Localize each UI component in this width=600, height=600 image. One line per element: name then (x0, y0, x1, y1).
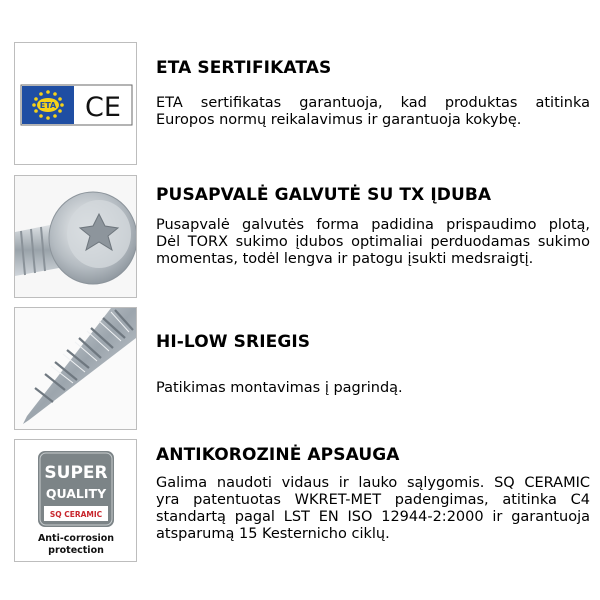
feature-description (156, 475, 590, 543)
feature-title: ETA SERTIFIKATAS (156, 58, 332, 78)
badge-line2: QUALITY (45, 486, 107, 501)
ce-label: CE (85, 92, 121, 123)
description-line: Galima naudoti vidaus ir lauko sąlygomis. SQ CERAMIC (156, 475, 590, 491)
feature-image-frame (14, 439, 137, 562)
description-line: Patikimas montavimas į pagrindą. (156, 380, 403, 396)
feature-image-frame (14, 175, 137, 298)
description-line: standartą pagal LST EN ISO 12944-2:2000 ir garantuoja (156, 509, 590, 525)
description-line: atsparumą 15 Kesternicho ciklų. (156, 526, 390, 542)
feature-hi-low-thread (14, 307, 590, 432)
eta-label: ETA (39, 101, 57, 110)
pan-head-torx-screw-icon (15, 176, 136, 297)
feature-anticorrosion (14, 439, 590, 564)
description-line: momentas, todėl lengva ir patogu įsukti medsraigtį. (156, 251, 534, 267)
description-line: ETA sertifikatas garantuoja, kad produktas atitinka (156, 95, 590, 111)
feature-image-frame (14, 42, 137, 165)
description-line: yra patentuotas WKRET-MET padengimas, atitinka C4 (156, 492, 590, 508)
feature-description (156, 217, 590, 268)
feature-title: ANTIKOROZINĖ APSAUGA (156, 445, 400, 465)
description-line: Dėl TORX sukimo įdubos optimaliai perduodamas sukimo (156, 234, 590, 250)
feature-description (156, 380, 590, 397)
feature-title: PUSAPVALĖ GALVUTĖ SU TX ĮDUBA (156, 185, 492, 205)
caption-line1: Anti-corrosion (37, 533, 115, 544)
badge-line3: SQ CERAMIC (49, 510, 103, 519)
caption-line2: protection (48, 545, 104, 556)
badge-line1: SUPER (44, 463, 108, 483)
super-quality-badge-icon (15, 440, 136, 561)
feature-image-frame (14, 307, 137, 430)
feature-pan-head-torx (14, 175, 590, 300)
feature-eta-certificate (14, 42, 590, 167)
description-line: Pusapvalė galvutės forma padidina prispaudimo plotą, (156, 217, 590, 233)
eta-ce-certification-icon (15, 43, 136, 164)
hi-low-thread-icon (15, 308, 136, 429)
description-line: Europos normų reikalavimus ir garantuoja kokybę. (156, 112, 522, 128)
feature-description (156, 95, 590, 129)
feature-title: HI-LOW SRIEGIS (156, 332, 311, 352)
